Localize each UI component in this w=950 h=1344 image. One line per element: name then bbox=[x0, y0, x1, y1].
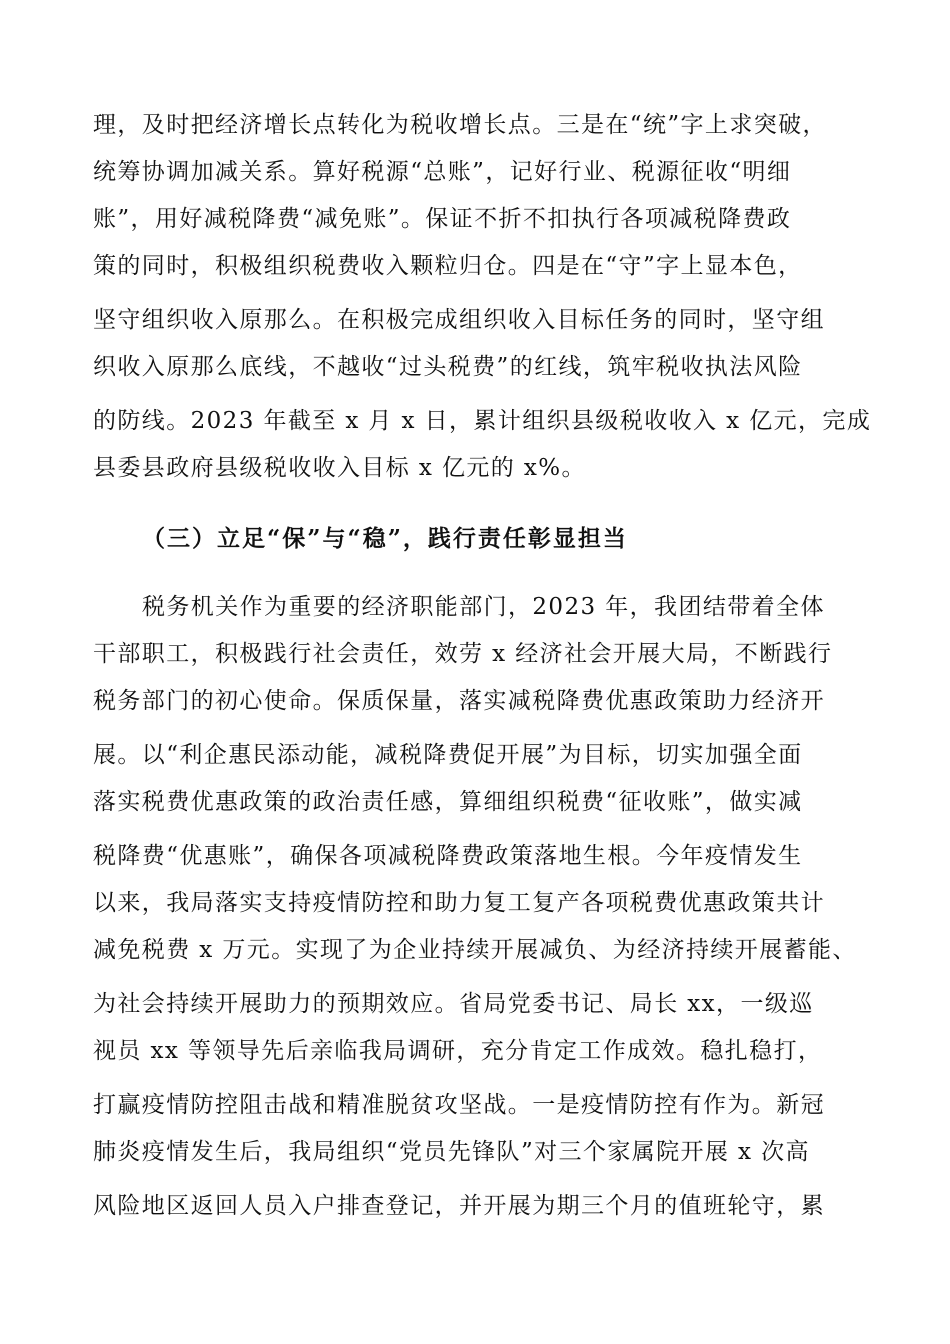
paragraph-line: 减免税费 x 万元。实现了为企业持续开展减负、为经济持续开展蓄能、 bbox=[93, 937, 857, 963]
paragraph-line: 肺炎疫情发生后，我局组织“党员先锋队”对三个家属院开展 x 次高 bbox=[93, 1139, 810, 1165]
paragraph-line: 坚守组织收入原那么。在积极完成组织收入目标任务的同时，坚守组 bbox=[93, 307, 825, 333]
paragraph-line: 落实税费优惠政策的政治责任感，算细组织税费“征收账”，做实减 bbox=[93, 789, 803, 815]
paragraph-line: 打赢疫情防控阻击战和精准脱贫攻坚战。一是疫情防控有作为。新冠 bbox=[93, 1092, 825, 1118]
paragraph-line: 的防线。2023 年截至 x 月 x 日，累计组织县级税收收入 x 亿元，完成 bbox=[93, 408, 872, 434]
paragraph-line: 税降费“优惠账”，确保各项减税降费政策落地生根。今年疫情发生 bbox=[93, 843, 803, 869]
paragraph-line: 风险地区返回人员入户排查登记，并开展为期三个月的值班轮守，累 bbox=[93, 1193, 825, 1219]
paragraph-line: 策的同时，积极组织税费收入颗粒归仓。四是在“守”字上显本色， bbox=[93, 253, 803, 279]
paragraph-line: 织收入原那么底线，不越收“过头税费”的红线，筑牢税收执法风险 bbox=[93, 354, 803, 380]
paragraph-line: 税务部门的初心使命。保质保量，落实减税降费优惠政策助力经济开 bbox=[93, 688, 825, 714]
paragraph-line: 视员 xx 等领导先后亲临我局调研，充分肯定工作成效。稳扎稳打， bbox=[93, 1038, 823, 1064]
paragraph-line: 展。以“利企惠民添动能，减税降费促开展”为目标，切实加强全面 bbox=[93, 742, 803, 768]
paragraph-line: 干部职工，积极践行社会责任，效劳 x 经济社会开展大局，不断践行 bbox=[93, 641, 833, 667]
paragraph-line: 理，及时把经济增长点转化为税收增长点。三是在“统”字上求突破， bbox=[93, 112, 827, 138]
paragraph-line: 以来，我局落实支持疫情防控和助力复工复产各项税费优惠政策共计 bbox=[93, 890, 825, 916]
paragraph-line: 税务机关作为重要的经济职能部门，2023 年，我团结带着全体 bbox=[142, 594, 825, 620]
paragraph-line: 账”，用好减税降费“减免账”。保证不折不扣执行各项减税降费政 bbox=[93, 206, 792, 232]
paragraph-line: 为社会持续开展助力的预期效应。省局党委书记、局长 xx，一级巡 bbox=[93, 991, 814, 1017]
paragraph-line: 县委县政府县级税收收入目标 x 亿元的 x%。 bbox=[93, 455, 586, 481]
section-heading: （三）立足“保”与“稳”，践行责任彰显担当 bbox=[142, 525, 628, 552]
paragraph-line: 统筹协调加减关系。算好税源“总账”，记好行业、税源征收“明细 bbox=[93, 159, 792, 185]
